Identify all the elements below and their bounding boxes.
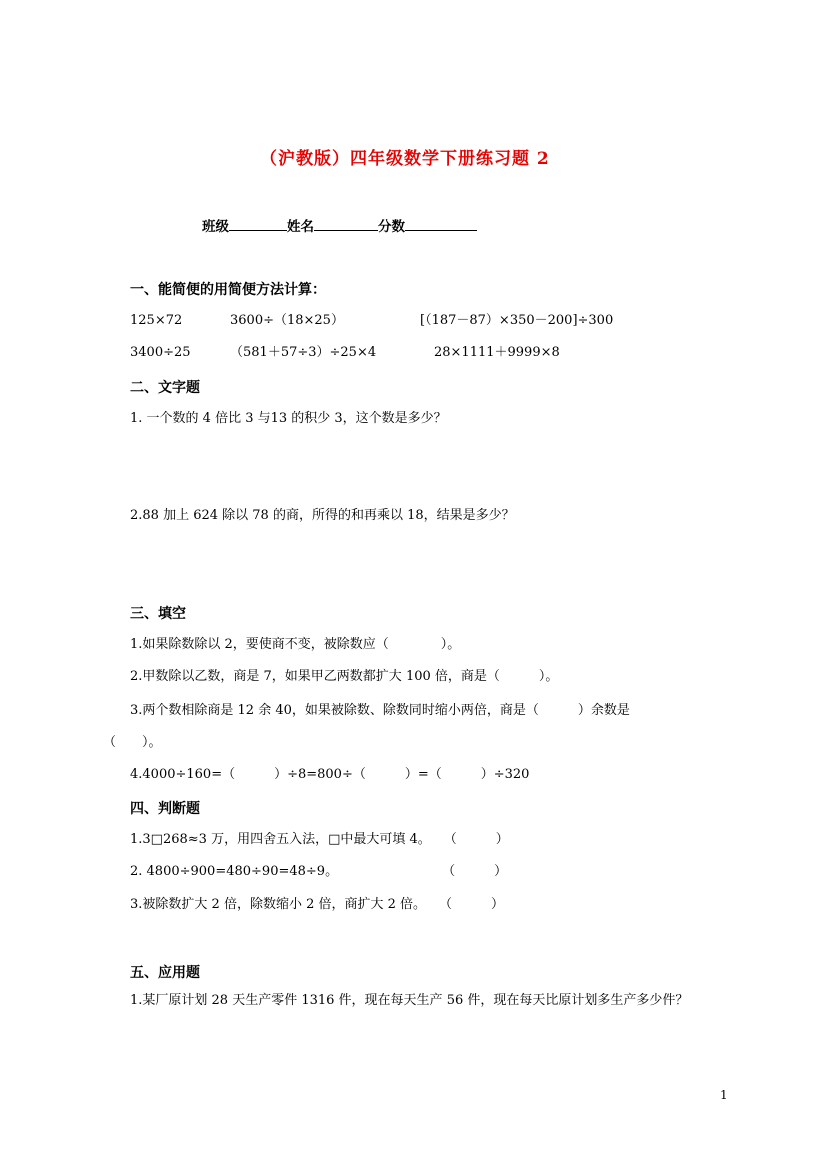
name-blank bbox=[314, 216, 378, 231]
judge-item-3: 3.被除数扩大 2 倍，除数缩小 2 倍，商扩大 2 倍。 （ ） bbox=[130, 897, 505, 912]
class-blank bbox=[229, 216, 287, 231]
section-4-heading: 四、判断题 bbox=[130, 801, 200, 817]
calc-item: 125×72 bbox=[130, 313, 183, 328]
calc-item: 28×1111＋9999×8 bbox=[434, 345, 560, 360]
score-blank bbox=[405, 216, 477, 231]
judge-item-2: 2. 4800÷900=480÷90=48÷9。 （ ） bbox=[130, 864, 508, 879]
page-title: （沪教版）四年级数学下册练习题 2 bbox=[260, 149, 550, 169]
calc-item: （581＋57÷3）÷25×4 bbox=[230, 345, 377, 360]
word-problem-2: 2.88 加上 624 除以 78 的商，所得的和再乘以 18，结果是多少？ bbox=[130, 508, 515, 523]
calc-item: 3600÷（18×25） bbox=[230, 313, 344, 328]
fill-blank-1: 1.如果除数除以 2，要使商不变，被除数应（ ）。 bbox=[130, 637, 461, 652]
section-3-heading: 三、填空 bbox=[130, 606, 186, 622]
page-number: 1 bbox=[720, 1088, 728, 1102]
section-5-heading: 五、应用题 bbox=[130, 965, 200, 981]
fill-blank-4: 4.4000÷160=（ ）÷8=800÷（ ）=（ ）÷320 bbox=[130, 767, 530, 782]
score-label: 分数 bbox=[378, 219, 405, 235]
calc-item: [（187－87）×350－200]÷300 bbox=[420, 313, 614, 328]
section-2-heading: 二、文字题 bbox=[130, 380, 200, 396]
calc-item: 3400÷25 bbox=[130, 345, 191, 360]
section-1-heading: 一、能简便的用简便方法计算： bbox=[130, 282, 326, 298]
word-problem-1: 1. 一个数的 4 倍比 3 与13 的积少 3，这个数是多少？ bbox=[130, 411, 447, 426]
application-problem-1: 1.某厂原计划 28 天生产零件 1316 件，现在每天生产 56 件，现在每天比原计划多生产多少件？ bbox=[130, 993, 689, 1008]
class-label: 班级 bbox=[202, 219, 229, 235]
name-label: 姓名 bbox=[287, 219, 314, 235]
fill-blank-3-cont: （ ）。 bbox=[103, 735, 162, 750]
judge-item-1: 1.3□268≈3 万，用四舍五入法，□中最大可填 4。 （ ） bbox=[130, 832, 509, 847]
student-info-line bbox=[202, 216, 477, 236]
fill-blank-2: 2.甲数除以乙数，商是 7，如果甲乙两数都扩大 100 倍，商是（ ）。 bbox=[130, 669, 559, 684]
fill-blank-3: 3.两个数相除商是 12 余 40，如果被除数、除数同时缩小两倍，商是（ ）余数是 bbox=[130, 703, 630, 718]
